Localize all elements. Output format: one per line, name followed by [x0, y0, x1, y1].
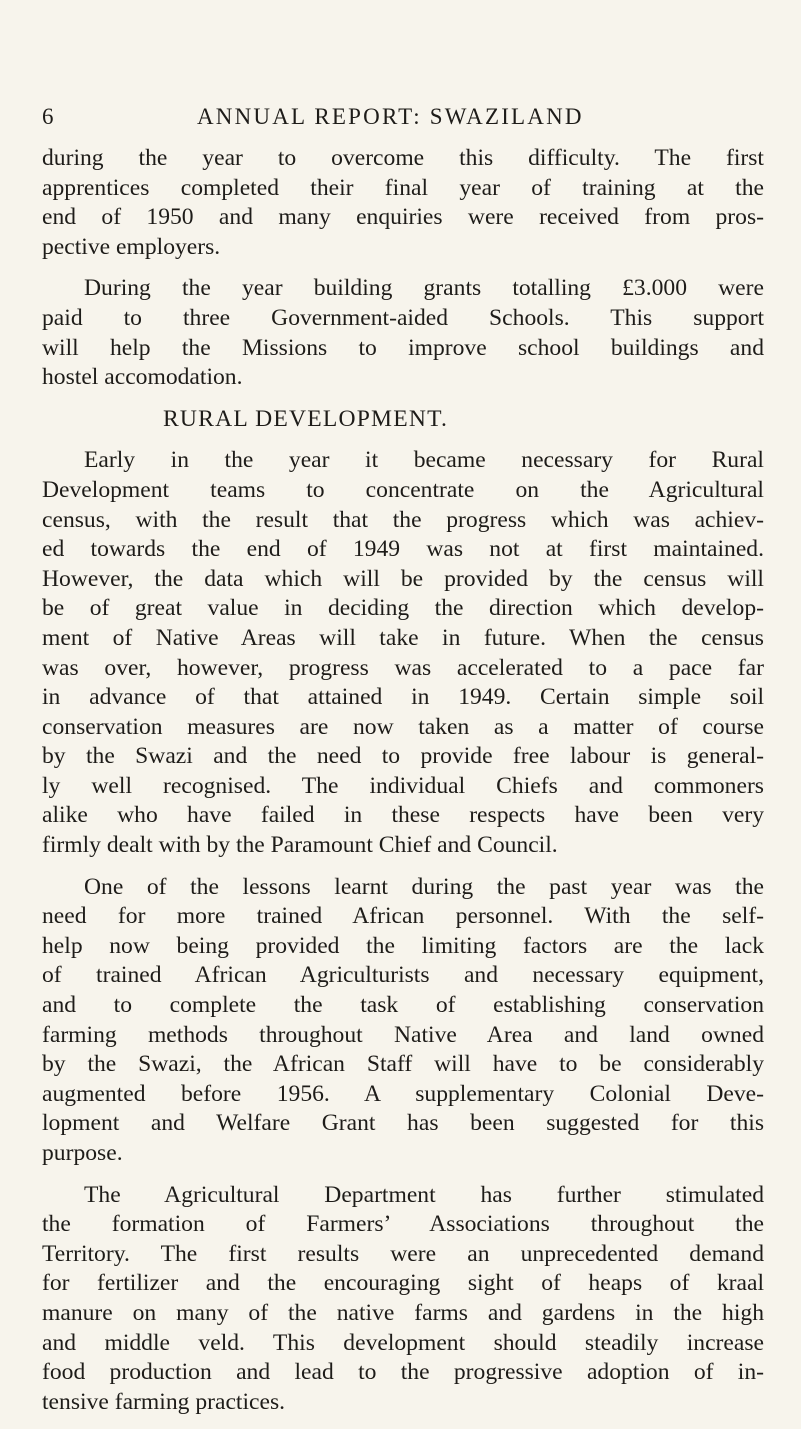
text-line: and middle veld. This development should steadily increase — [42, 1329, 764, 1356]
text-line: During the year building grants totalling £3.000 were — [84, 275, 764, 302]
text-line: paid to three Government-aided Schools. This support — [42, 304, 764, 331]
text-line: tensive farming practices. — [42, 1388, 286, 1415]
text-line: ment of Native Areas will take in future. When the census — [42, 624, 764, 651]
paragraph-building-grants — [42, 274, 764, 392]
text-line: augmented before 1956. A supplementary Colonial Deve- — [42, 1080, 764, 1107]
text-line: apprentices completed their final year of training at the — [42, 174, 764, 201]
text-line: need for more trained African personnel. With the self- — [42, 903, 764, 930]
text-line: Territory. The first results were an unprecedented demand — [42, 1240, 764, 1267]
text-line: end of 1950 and many enquiries were received from pros- — [42, 204, 764, 231]
paragraph-farmers-associations — [42, 1181, 764, 1418]
text-line: will help the Missions to improve school buildings and — [42, 334, 764, 361]
text-line: hostel accomodation. — [42, 364, 243, 391]
running-header — [42, 104, 762, 134]
text-line: Development teams to concentrate on the Agricultural — [42, 476, 764, 503]
paragraph-census — [42, 446, 764, 860]
text-line: food production and lead to the progressive adoption of in- — [42, 1359, 764, 1386]
text-line: for fertilizer and the encouraging sight of heaps of kraal — [42, 1270, 764, 1297]
paragraph-apprentices — [42, 144, 764, 262]
text-line: One of the lessons learnt during the past year was the — [84, 873, 764, 900]
text-line: alike who have failed in these respects have been very — [42, 802, 764, 829]
text-line: by the Swazi and the need to provide free labour is general- — [42, 743, 764, 770]
text-line: conservation measures are now taken as a matter of course — [42, 713, 764, 740]
text-line: the formation of Farmers’ Associations throughout the — [42, 1211, 764, 1238]
text-line: of trained African Agriculturists and necessary equipment, — [42, 962, 764, 989]
text-line: firmly dealt with by the Paramount Chief and Council. — [42, 832, 558, 859]
text-line: be of great value in deciding the direction which develop- — [42, 595, 764, 622]
page-number: 6 — [42, 104, 54, 129]
text-line: Early in the year it became necessary for Rural — [84, 447, 764, 474]
text-line: was over, however, progress was accelerated to a pace far — [42, 654, 764, 681]
text-line: However, the data which will be provided by the census will — [42, 565, 764, 592]
report-title: ANNUAL REPORT: SWAZILAND — [197, 104, 584, 129]
text-line: pective employers. — [42, 233, 221, 260]
section-heading: RURAL DEVELOPMENT. — [163, 405, 449, 432]
text-line: during the year to overcome this difficulty. The first — [42, 145, 764, 171]
text-line: census, with the result that the progress which was achiev- — [42, 506, 764, 533]
text-line: help now being provided the limiting factors are the lack — [42, 932, 764, 959]
body-text — [42, 144, 764, 1429]
text-line: lopment and Welfare Grant has been suggested for this — [42, 1110, 764, 1137]
paragraph-personnel — [42, 873, 764, 1169]
text-line: The Agricultural Department has further stimulated — [84, 1181, 764, 1208]
text-line: farming methods throughout Native Area and land owned — [42, 1021, 764, 1048]
text-line: purpose. — [42, 1140, 123, 1166]
text-line: by the Swazi, the African Staff will have to be considerably — [42, 1051, 764, 1078]
text-line: ly well recognised. The individual Chiefs and commoners — [42, 772, 764, 799]
text-line: manure on many of the native farms and gardens in the high — [42, 1299, 764, 1326]
text-line: in advance of that attained in 1949. Certain simple soil — [42, 684, 764, 711]
text-line: ed towards the end of 1949 was not at first maintained. — [42, 536, 764, 563]
text-line: and to complete the task of establishing conservation — [42, 992, 764, 1019]
